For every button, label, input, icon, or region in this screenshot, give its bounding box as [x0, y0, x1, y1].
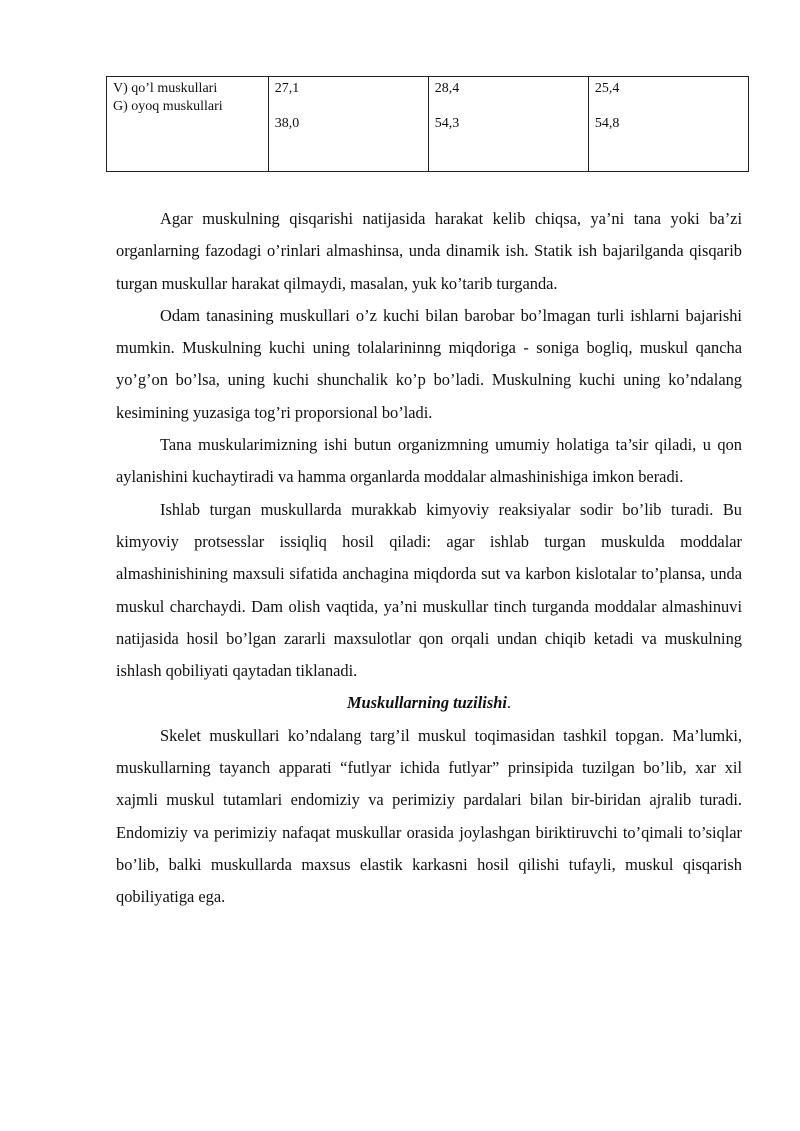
row-label: G) oyoq muskullari [113, 99, 223, 114]
section-heading-suffix: . [506, 693, 511, 713]
data-table [106, 76, 749, 172]
paragraph: Skelet muskullari ko’ndalang targ’il muskul toqimasidan tashkil topgan. Ma’lumki, muskullarning tayanch apparati “futlyar ichida futlyar” prinsipida tuzilgan bo’lib, xar xil xajmli muskul tutamlari endomiziy va perimiziy pardalari bilan bir-biridan ajralib turadi. Endomiziy va perimiziy nafaqat muskullar orasida joylashgan biriktiruvchi to’qimali to’siqlar bo’lib, balki muskullarda maxsus elastik karkasni hosil qilishi tufayli, muskul qisqarish qobiliyatiga ega. [116, 725, 742, 907]
table-cell-label [107, 77, 269, 172]
cell-value: 38,0 [274, 116, 300, 131]
row-label: V) qo’l muskullari [113, 81, 218, 96]
cell-value: 54,8 [594, 116, 620, 131]
table-cell-value [268, 77, 428, 172]
paragraph: Agar muskulning qisqarishi natijasida harakat kelib chiqsa, ya’ni tana yoki ba’zi organlarning fazodagi o’rinlari almashinsa, unda dinamik ish. Statik ish bajarilganda qisqarib turgan muskullar harakat qilmaydi, masalan, yuk ko’tarib turganda. [116, 209, 742, 293]
table-cell-value [588, 77, 748, 172]
section-heading [116, 687, 742, 719]
cell-value: 25,4 [594, 81, 620, 96]
cell-value: 28,4 [434, 81, 460, 96]
paragraph: Tana muskularimizning ishi butun organizmning umumiy holatiga ta’sir qiladi, u qon aylanishini kuchaytiradi va hamma organlarda moddalar almashinishiga imkon beradi. [116, 435, 742, 487]
paragraph: Ishlab turgan muskullarda murakkab kimyoviy reaksiyalar sodir bo’lib turadi. Bu kimyoviy protsesslar issiqliq hosil qiladi: agar ishlab turgan muskulda moddalar almashinishining maxsuli sifatida anchagina miqdorda sut va karbon kislotalar to’plansa, unda muskul charchaydi. Dam olish vaqtida, ya’ni muskullar tinch turganda moddalar almashinuvi natijasida hosil bo’lgan zararli maxsulotlar qon orqali undan chiqib ketadi va muskulning ishlash qobiliyati qaytadan tiklanadi. [116, 499, 742, 681]
cell-value: 54,3 [434, 116, 460, 131]
paragraph: Odam tanasining muskullari o’z kuchi bilan barobar bo’lmagan turli ishlarni bajarishi mumkin. Muskulning kuchi uning tolalarininng miqdoriga - soniga bogliq, muskul qancha yo’g’on bo’lsa, uning kuchi shunchalik ko’p bo’ladi. Muskulning kuchi uning ko’ndalang kesimining yuzasiga tog’ri proporsional bo’ladi. [116, 305, 742, 422]
cell-value: 27,1 [274, 81, 300, 96]
body-text [116, 203, 742, 914]
section-heading-text: Muskullarning tuzilishi [346, 693, 507, 713]
table-row [107, 77, 749, 172]
table-cell-value [428, 77, 588, 172]
